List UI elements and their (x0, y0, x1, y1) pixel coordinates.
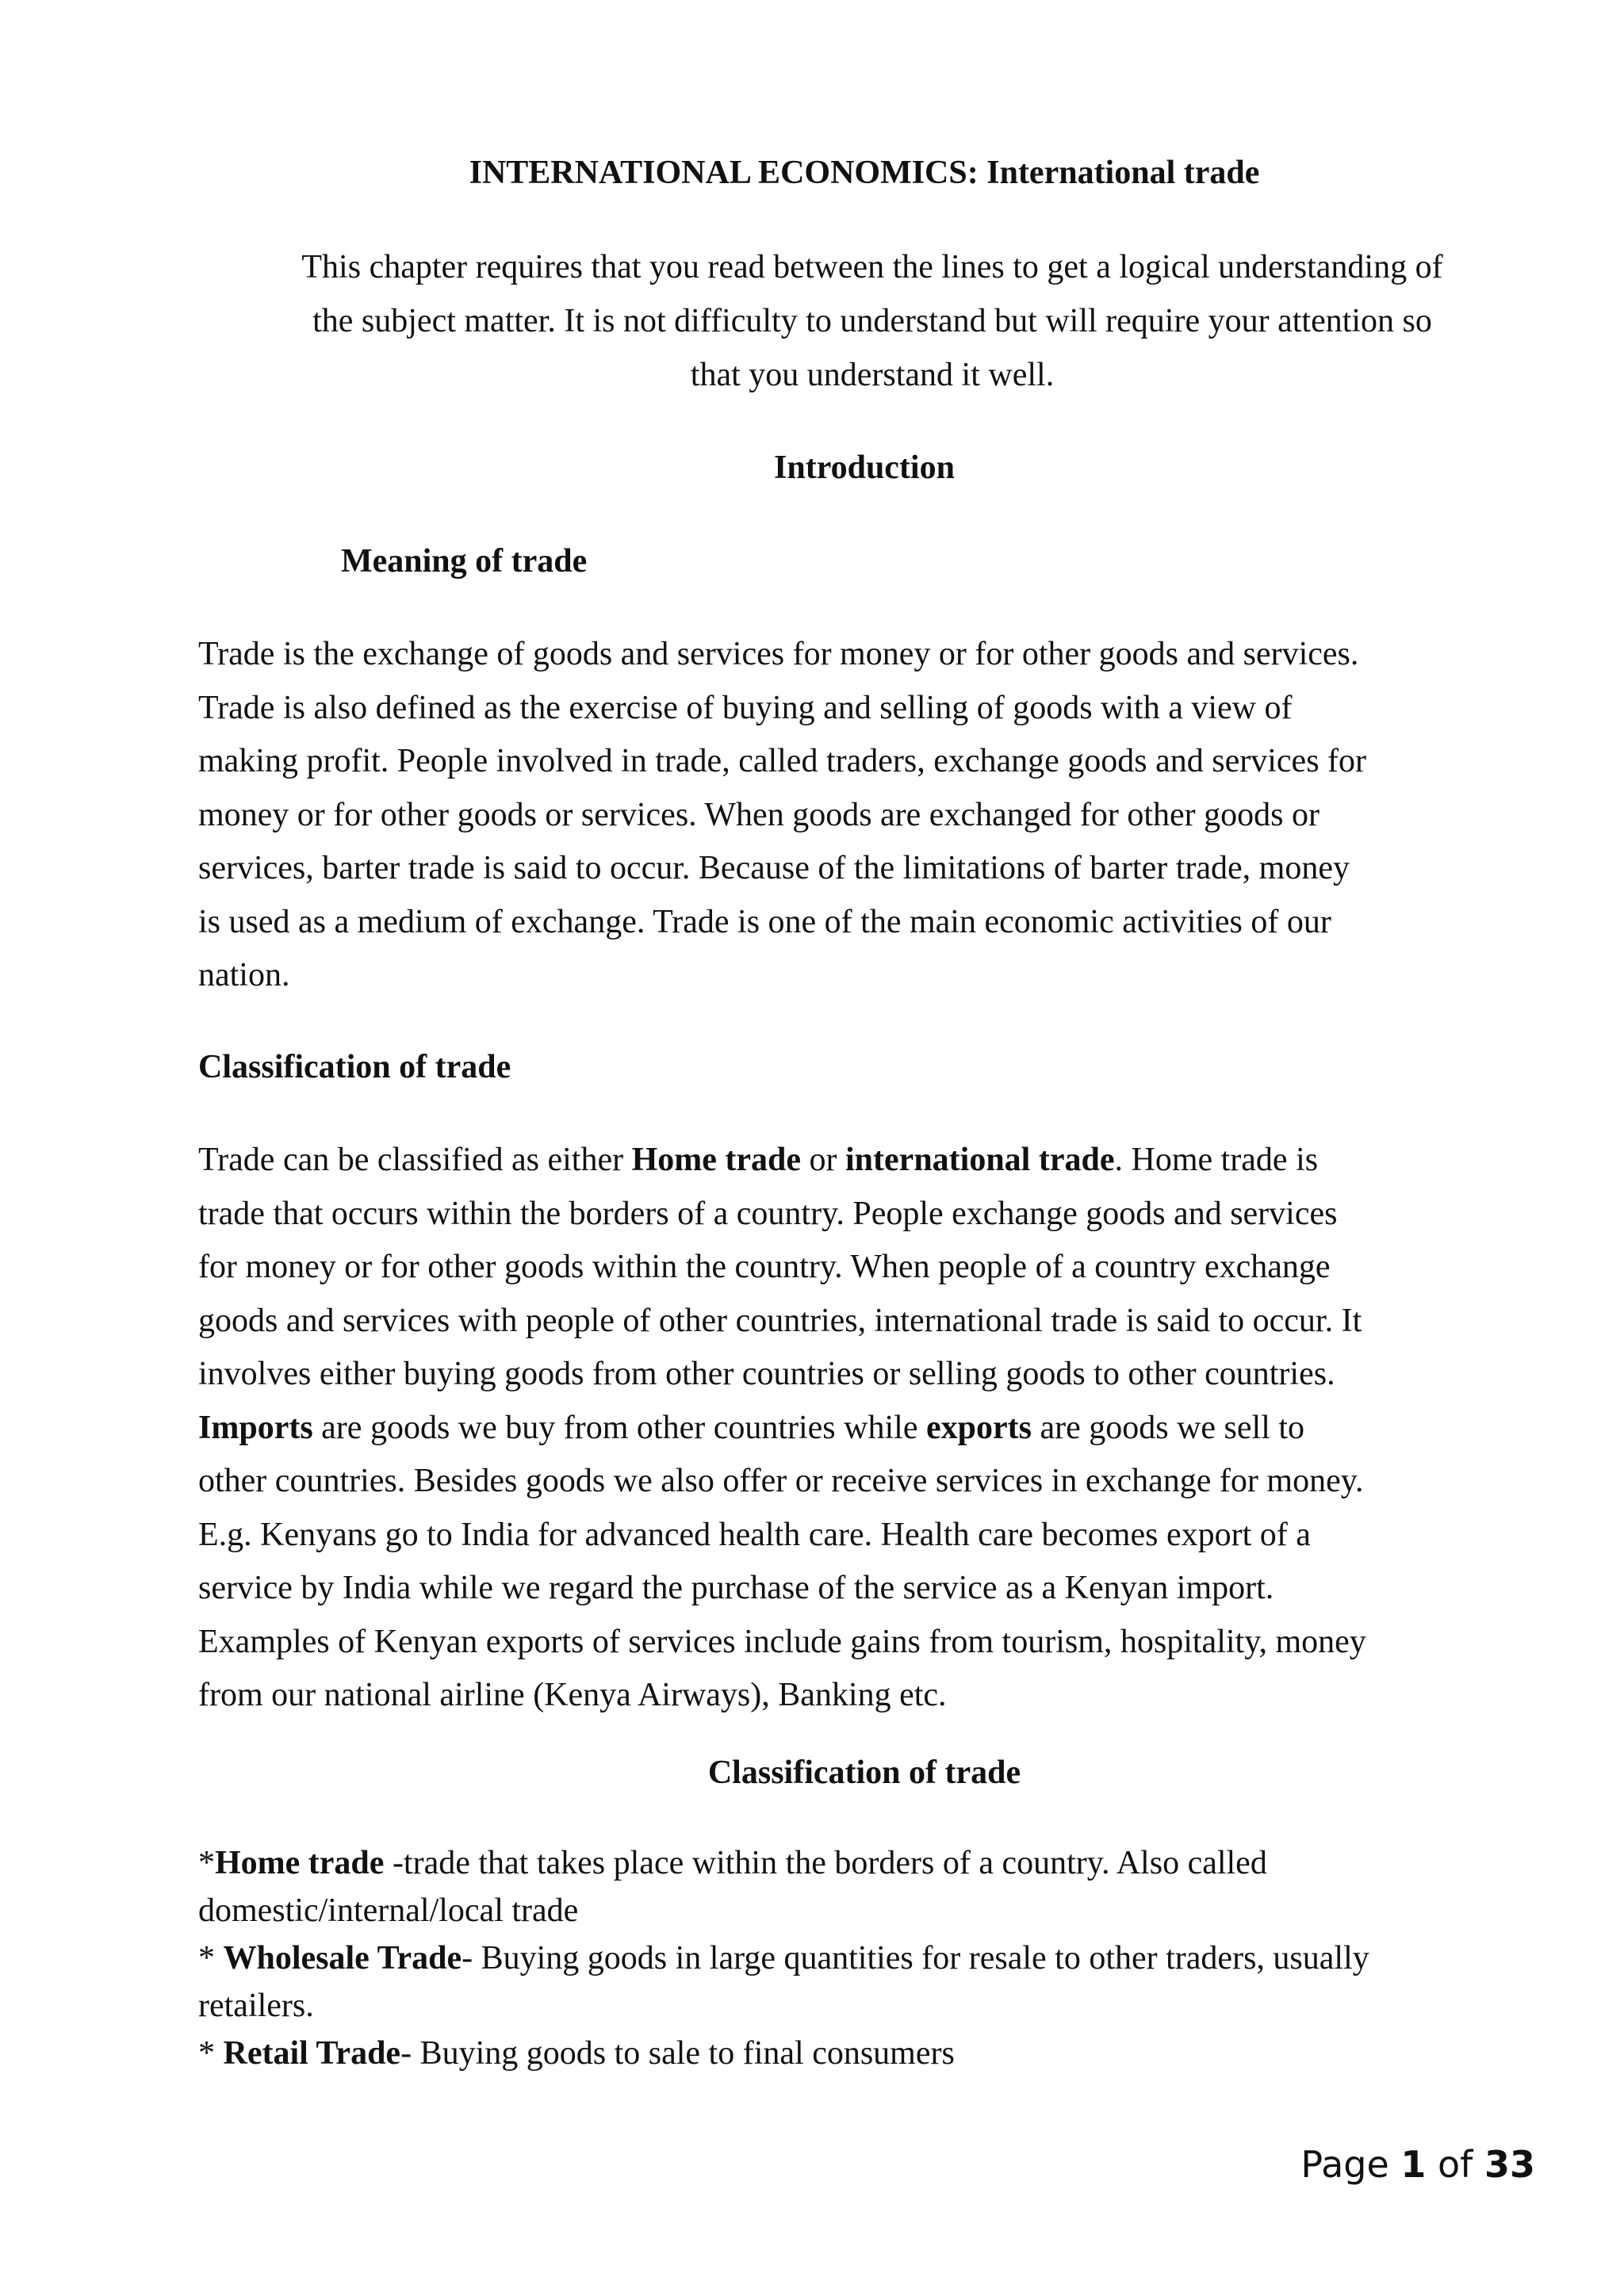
document-title: INTERNATIONAL ECONOMICS: International trade (469, 155, 1260, 191)
paragraph-line: making profit. People involved in trade, called traders, exchange goods and services for (198, 743, 1367, 779)
classification-heading-1: Classification of trade (198, 1049, 511, 1085)
trade-types-list (198, 1839, 1546, 2077)
paragraph-line: goods and services with people of other countries, international trade is said to occur. It (198, 1302, 1362, 1339)
intro-paragraph (198, 240, 1546, 402)
intro-line: This chapter requires that you read between the lines to get a logical understanding of (301, 249, 1443, 285)
list-item: * Wholesale Trade- Buying goods in large quantities for resale to other traders, usually retailers. (198, 1940, 1369, 2024)
intro-line: that you understand it well. (690, 357, 1055, 393)
classification-paragraph (198, 1134, 1546, 1723)
term-exports: exports (925, 1409, 1032, 1446)
paragraph-line: Trade is also defined as the exercise of buying and selling of goods with a view of (198, 689, 1293, 726)
paragraph-line: money or for other goods or services. When goods are exchanged for other goods or (198, 796, 1320, 833)
list-item: * Retail Trade- Buying goods to sale to final consumers (198, 2035, 955, 2072)
intro-line: the subject matter. It is not difficulty to understand but will require your attention so (312, 303, 1432, 339)
paragraph-line: trade that occurs within the borders of a country. People exchange goods and services (198, 1195, 1338, 1232)
paragraph-line: Trade can be classified as either Home trade or international trade. Home trade is (198, 1142, 1319, 1178)
paragraph-line: Trade is the exchange of goods and services for money or for other goods and services. (198, 636, 1359, 672)
paragraph-line: services, barter trade is said to occur. Because of the limitations of barter trade, money (198, 850, 1350, 886)
term-home-trade: Home trade (631, 1142, 802, 1178)
paragraph-line: Imports are goods we buy from other countries while exports are goods we sell to (198, 1409, 1305, 1446)
paragraph-line: nation. (198, 957, 290, 993)
meaning-heading: Meaning of trade (341, 543, 588, 580)
paragraph-line: E.g. Kenyans go to India for advanced health care. Health care becomes export of a (198, 1516, 1311, 1553)
paragraph-line: is used as a medium of exchange. Trade is one of the main economic activities of our (198, 903, 1331, 940)
paragraph-line: other countries. Besides goods we also offer or receive services in exchange for money. (198, 1463, 1364, 1499)
page-number: Page 1 of 33 (1300, 2143, 1535, 2186)
paragraph-line: involves either buying goods from other countries or selling goods to other countries. (198, 1356, 1335, 1392)
paragraph-line: for money or for other goods within the country. When people of a country exchange (198, 1249, 1331, 1285)
paragraph-line: service by India while we regard the purchase of the service as a Kenyan import. (198, 1570, 1274, 1606)
classification-heading-2: Classification of trade (707, 1755, 1021, 1791)
list-item: *Home trade -trade that takes place within the borders of a country. Also called domestic/internal/local trade (198, 1845, 1267, 1929)
introduction-heading: Introduction (774, 450, 955, 486)
meaning-paragraph (198, 628, 1546, 1003)
paragraph-line: Examples of Kenyan exports of services include gains from tourism, hospitality, money (198, 1623, 1366, 1660)
term-imports: Imports (198, 1409, 313, 1446)
term-international-trade: international trade (845, 1142, 1115, 1178)
paragraph-line: from our national airline (Kenya Airways), Banking etc. (198, 1677, 947, 1713)
